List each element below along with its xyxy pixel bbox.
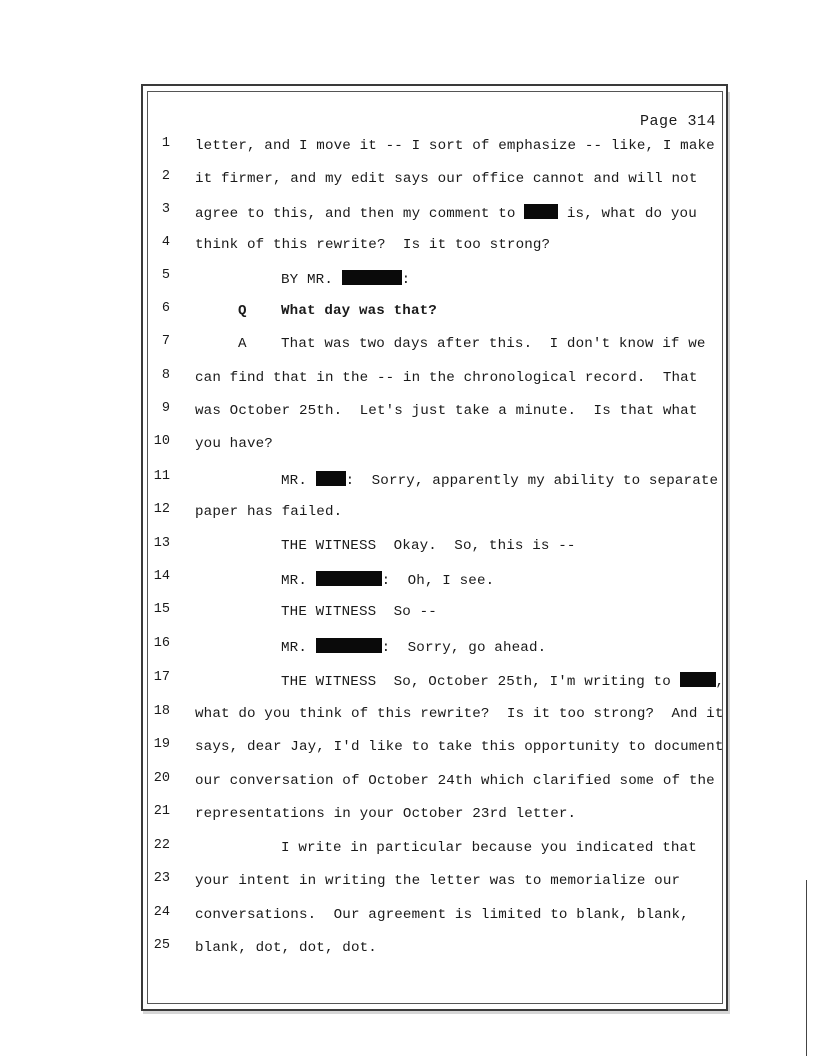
line-text: agree to this, and then my comment to is, what do you <box>195 206 697 222</box>
redaction-bar <box>316 571 382 586</box>
transcript-line <box>0 871 816 891</box>
line-number: 5 <box>161 268 170 283</box>
transcript-line <box>0 136 816 156</box>
line-text: your intent in writing the letter was to memorialize our <box>195 873 681 889</box>
transcript-line <box>0 202 816 222</box>
line-text: letter, and I move it -- I sort of emphasize -- like, I make <box>195 138 715 154</box>
transcript-line <box>0 771 816 791</box>
transcript-line <box>0 737 816 757</box>
frame-shadow-bottom <box>143 1011 730 1014</box>
transcript-line <box>0 169 816 189</box>
line-text: A That was two days after this. I don't know if we <box>238 336 706 352</box>
line-text: Q What day was that? <box>238 303 437 319</box>
line-text: conversations. Our agreement is limited to blank, blank, <box>195 907 689 923</box>
line-text: can find that in the -- in the chronological record. That <box>195 370 698 386</box>
line-text: paper has failed. <box>195 504 343 520</box>
line-number: 7 <box>161 334 170 349</box>
line-text: BY MR. : <box>281 272 411 288</box>
transcript-line <box>0 536 816 556</box>
transcript-line <box>0 804 816 824</box>
line-text: MR. : Sorry, apparently my ability to separate <box>281 473 719 489</box>
line-number: 23 <box>153 871 170 886</box>
transcript-line <box>0 434 816 454</box>
line-number: 19 <box>153 737 170 752</box>
line-number: 17 <box>153 670 170 685</box>
line-number: 14 <box>153 569 170 584</box>
transcript-line <box>0 938 816 958</box>
line-text: THE WITNESS So, October 25th, I'm writing to , <box>281 674 725 690</box>
transcript-line <box>0 235 816 255</box>
line-number: 18 <box>153 704 170 719</box>
line-text: was October 25th. Let's just take a minute. Is that what <box>195 403 698 419</box>
redaction-bar <box>316 471 346 486</box>
line-number: 13 <box>153 536 170 551</box>
transcript-line <box>0 602 816 622</box>
transcript-line <box>0 268 816 288</box>
line-text: MR. : Sorry, go ahead. <box>281 640 547 656</box>
line-number: 1 <box>161 136 170 151</box>
line-number: 10 <box>153 434 170 449</box>
line-text: you have? <box>195 436 273 452</box>
redaction-bar <box>524 204 558 219</box>
line-text: THE WITNESS Okay. So, this is -- <box>281 538 576 554</box>
transcript-line <box>0 704 816 724</box>
transcript-line <box>0 401 816 421</box>
transcript-line <box>0 301 816 321</box>
line-number: 24 <box>153 905 170 920</box>
transcript-line <box>0 670 816 690</box>
line-number: 21 <box>153 804 170 819</box>
transcript-line <box>0 334 816 354</box>
transcript-line <box>0 569 816 589</box>
line-text: it firmer, and my edit says our office cannot and will not <box>195 171 698 187</box>
line-number: 11 <box>153 469 170 484</box>
line-number: 15 <box>153 602 170 617</box>
redaction-bar <box>680 672 716 687</box>
line-number: 6 <box>161 301 170 316</box>
line-text: THE WITNESS So -- <box>281 604 437 620</box>
line-text: says, dear Jay, I'd like to take this opportunity to document <box>195 739 724 755</box>
transcript-line <box>0 636 816 656</box>
line-number: 9 <box>161 401 170 416</box>
line-number: 8 <box>161 368 170 383</box>
line-number: 22 <box>153 838 170 853</box>
line-text: blank, dot, dot, dot. <box>195 940 377 956</box>
answer-marker: A <box>238 336 247 352</box>
transcript-line <box>0 469 816 489</box>
transcript-line <box>0 368 816 388</box>
line-text: our conversation of October 24th which clarified some of the <box>195 773 715 789</box>
question-marker: Q <box>238 303 247 319</box>
line-number: 16 <box>153 636 170 651</box>
page-number: Page 314 <box>639 113 716 130</box>
transcript-line <box>0 838 816 858</box>
line-number: 4 <box>161 235 170 250</box>
line-number: 25 <box>153 938 170 953</box>
line-number: 3 <box>161 202 170 217</box>
transcript-line <box>0 502 816 522</box>
line-number: 12 <box>153 502 170 517</box>
redaction-bar <box>316 638 382 653</box>
redaction-bar <box>342 270 402 285</box>
line-text: MR. : Oh, I see. <box>281 573 495 589</box>
line-text: what do you think of this rewrite? Is it too strong? And it <box>195 706 724 722</box>
transcript-line <box>0 905 816 925</box>
line-text: think of this rewrite? Is it too strong? <box>195 237 551 253</box>
line-text: I write in particular because you indicated that <box>281 840 697 856</box>
line-text: representations in your October 23rd letter. <box>195 806 577 822</box>
line-number: 20 <box>153 771 170 786</box>
line-number: 2 <box>161 169 170 184</box>
